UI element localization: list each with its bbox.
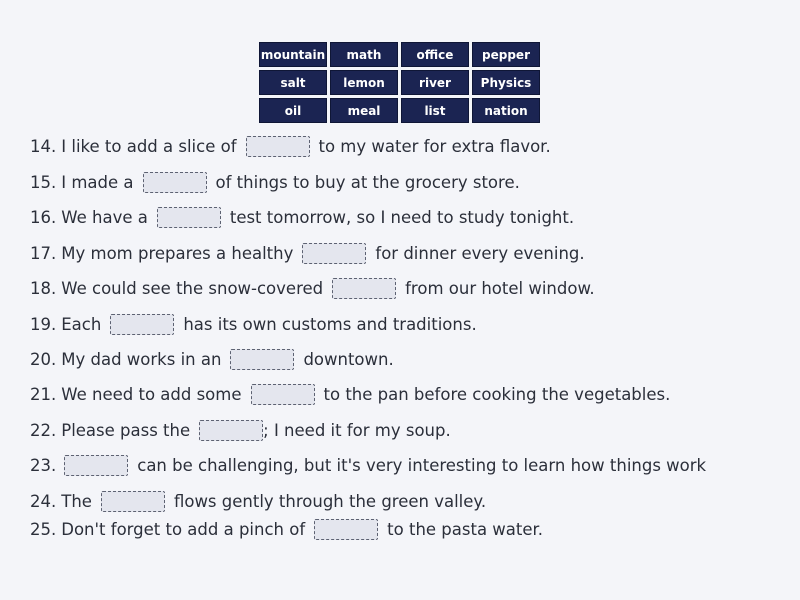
sentence-number: 21. <box>30 384 57 404</box>
sentence-number: 15. <box>30 172 57 192</box>
sentence-text-after: to the pan before cooking the vegetables. <box>323 384 671 404</box>
sentence-20 <box>30 346 394 372</box>
sentence-text-after: for dinner every evening. <box>375 243 585 263</box>
sentence-19 <box>30 311 477 337</box>
answer-drop-zone[interactable] <box>64 455 128 476</box>
sentence-text-before: My mom prepares a healthy <box>61 243 294 263</box>
word-tile-meal[interactable]: meal <box>330 98 398 123</box>
sentence-number: 19. <box>30 314 57 334</box>
sentence-text-after: flows gently through the green valley. <box>173 491 487 511</box>
answer-drop-zone[interactable] <box>314 519 378 540</box>
sentence-number: 14. <box>30 136 57 156</box>
sentence-text-after: ; I need it for my soup. <box>263 420 451 440</box>
sentence-15 <box>30 169 520 195</box>
answer-drop-zone[interactable] <box>246 136 310 157</box>
sentence-text-before: I made a <box>61 172 134 192</box>
sentence-number: 17. <box>30 243 57 263</box>
answer-drop-zone[interactable] <box>302 243 366 264</box>
sentence-25 <box>30 516 543 542</box>
sentence-number: 20. <box>30 349 57 369</box>
sentence-24 <box>30 488 486 514</box>
sentence-number: 25. <box>30 519 57 539</box>
sentence-number: 24. <box>30 491 57 511</box>
answer-drop-zone[interactable] <box>230 349 294 370</box>
word-tile-oil[interactable]: oil <box>259 98 327 123</box>
sentence-text-after: to my water for extra flavor. <box>318 136 551 156</box>
sentence-text-before: Don't forget to add a pinch of <box>61 519 306 539</box>
sentence-text-before: We could see the snow-covered <box>61 278 324 298</box>
answer-drop-zone[interactable] <box>332 278 396 299</box>
word-tile-river[interactable]: river <box>401 70 469 95</box>
word-tile-salt[interactable]: salt <box>259 70 327 95</box>
sentence-text-before: I like to add a slice of <box>61 136 237 156</box>
word-bank <box>259 42 540 123</box>
sentence-16 <box>30 204 574 230</box>
sentence-text-after: downtown. <box>303 349 394 369</box>
sentence-text-after: test tomorrow, so I need to study tonight. <box>229 207 575 227</box>
sentence-text-before: Each <box>61 314 102 334</box>
sentence-22 <box>30 417 451 443</box>
word-tile-math[interactable]: math <box>330 42 398 67</box>
answer-drop-zone[interactable] <box>199 420 263 441</box>
sentence-number: 16. <box>30 207 57 227</box>
sentence-text-after: can be challenging, but it's very interesting to learn how things work <box>137 455 707 475</box>
word-tile-nation[interactable]: nation <box>472 98 540 123</box>
answer-drop-zone[interactable] <box>157 207 221 228</box>
answer-drop-zone[interactable] <box>143 172 207 193</box>
word-tile-mountain[interactable]: mountain <box>259 42 327 67</box>
sentence-text-before: My dad works in an <box>61 349 222 369</box>
answer-drop-zone[interactable] <box>251 384 315 405</box>
sentence-text-before: Please pass the <box>61 420 191 440</box>
word-tile-lemon[interactable]: lemon <box>330 70 398 95</box>
sentence-number: 23. <box>30 455 57 475</box>
sentence-number: 18. <box>30 278 57 298</box>
sentence-21 <box>30 381 670 407</box>
sentence-17 <box>30 240 585 266</box>
sentence-text-before: We have a <box>61 207 148 227</box>
sentence-text-after: from our hotel window. <box>405 278 595 298</box>
word-tile-list[interactable]: list <box>401 98 469 123</box>
word-tile-office[interactable]: office <box>401 42 469 67</box>
sentence-text-before: We need to add some <box>61 384 242 404</box>
sentence-text-after: has its own customs and traditions. <box>183 314 477 334</box>
sentence-23 <box>30 452 706 478</box>
answer-drop-zone[interactable] <box>110 314 174 335</box>
word-tile-physics[interactable]: Physics <box>472 70 540 95</box>
sentence-14 <box>30 133 551 159</box>
sentence-text-after: of things to buy at the grocery store. <box>215 172 520 192</box>
sentence-text-after: to the pasta water. <box>387 519 544 539</box>
sentence-18 <box>30 275 595 301</box>
word-tile-pepper[interactable]: pepper <box>472 42 540 67</box>
answer-drop-zone[interactable] <box>101 491 165 512</box>
sentence-text-before: The <box>61 491 92 511</box>
sentence-number: 22. <box>30 420 57 440</box>
